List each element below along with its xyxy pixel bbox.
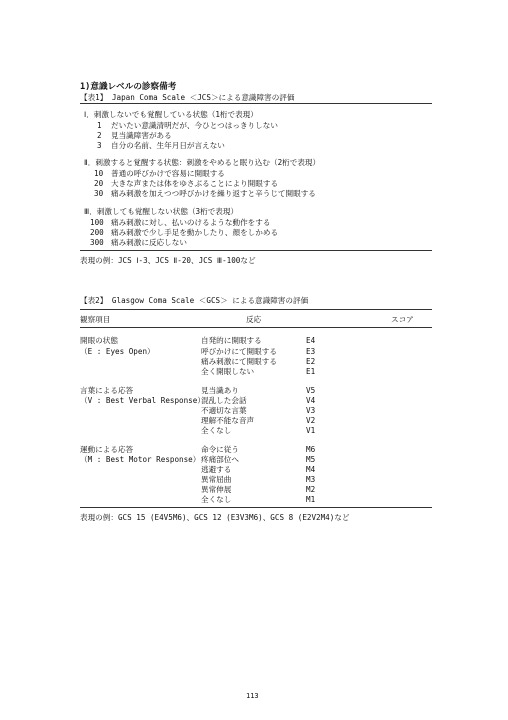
gcs-score: V1 (306, 426, 316, 435)
gcs-response: 全く開眼しない (201, 367, 255, 376)
gcs-category-sub: （V : Best Verbal Response） (80, 396, 205, 405)
jcs-desc: 痛み刺激を加えつつ呼びかけを繰り返すと辛うじて開眼する (111, 189, 316, 198)
gcs-category-sub: （E : Eyes Open） (80, 347, 155, 356)
gcs-response: 不適切な言葉 (201, 406, 247, 415)
gcs-score: E4 (306, 336, 316, 345)
table2-example: 表現の例：GCS 15 (E4V5M6)、GCS 12 (E3V3M6)、GCS 8 (E2V2M4)など (80, 513, 350, 522)
table1-bottom-rule (80, 250, 432, 251)
gcs-score: M4 (306, 465, 316, 474)
jcs-desc: 痛み刺激で少し手足を動かしたり、顔をしかめる (111, 228, 279, 237)
jcs-desc: 痛み刺激に対し、払いのけるような動作をする (111, 218, 271, 227)
jcs-score: 200 (90, 228, 104, 237)
table1-example: 表現の例：JCS Ⅰ-3、JCS Ⅱ-20、JCS Ⅲ-100など (80, 256, 256, 265)
gcs-score: M3 (306, 475, 316, 484)
gcs-score: V2 (306, 416, 316, 425)
header-observation-item: 観察項目 (80, 315, 111, 324)
gcs-response: 異常伸展 (201, 485, 232, 494)
gcs-response: 見当識あり (201, 386, 239, 395)
gcs-response: 異常屈曲 (201, 475, 232, 484)
jcs-score: 100 (90, 218, 104, 227)
gcs-score: M6 (306, 445, 316, 454)
jcs-desc: 大きな声または体をゆさぶることにより開眼する (111, 179, 279, 188)
table2-top-rule (80, 309, 432, 310)
gcs-response: 呼びかけにて開眼する (201, 347, 277, 356)
gcs-category-sub: （M : Best Motor Response） (80, 455, 201, 464)
gcs-response: 逃避する (201, 465, 232, 474)
page-number: 113 (246, 692, 259, 700)
gcs-score: V4 (306, 396, 316, 405)
jcs-score: 1 (97, 121, 102, 130)
jcs-score: 10 (94, 169, 104, 178)
jcs-desc: 自分の名前、生年月日が言えない (111, 141, 225, 150)
gcs-score: M1 (306, 495, 316, 504)
gcs-response: 全くなし (201, 495, 232, 504)
jcs-desc: 痛み刺激に反応しない (111, 238, 187, 247)
gcs-score: V5 (306, 386, 316, 395)
gcs-response: 全くなし (201, 426, 232, 435)
gcs-score: M5 (306, 455, 316, 464)
gcs-category: 運動による応答 (80, 445, 134, 454)
jcs-desc: 普通の呼びかけで容易に開眼する (111, 169, 225, 178)
gcs-response: 自発的に開眼する (201, 336, 262, 345)
table2-caption: 【表2】 Glasgow Coma Scale ＜GCS＞ による意識障害の評価 (80, 296, 309, 305)
jcs-desc: だいたい意識清明だが、今ひとつはっきりしない (111, 121, 278, 130)
table1-top-rule (80, 103, 432, 104)
gcs-score: V3 (306, 406, 316, 415)
jcs-score: 20 (94, 179, 104, 188)
gcs-category: 言葉による応答 (80, 386, 134, 395)
gcs-response: 疼痛部位へ (201, 455, 239, 464)
jcs-score: 3 (97, 141, 102, 150)
header-score: スコア (391, 315, 414, 324)
gcs-score: E3 (306, 347, 316, 356)
jcs-score: 2 (97, 131, 102, 140)
jcs-group-heading: Ⅲ．刺激しても覚醒しない状態（3桁で表現） (84, 207, 239, 216)
table1-caption: 【表1】 Japan Coma Scale ＜JCS＞による意識障害の評価 (80, 93, 295, 102)
gcs-response: 命令に従う (201, 445, 239, 454)
jcs-score: 30 (94, 189, 104, 198)
gcs-score: M2 (306, 485, 316, 494)
section-heading: 1)意識レベルの診察備考 (80, 82, 177, 92)
jcs-group-heading: Ⅰ．刺激しないでも覚醒している状態（1桁で表現） (84, 110, 258, 119)
gcs-response: 混乱した会話 (201, 396, 247, 405)
header-response: 反応 (246, 315, 262, 324)
jcs-score: 300 (90, 238, 104, 247)
gcs-response: 理解不能な音声 (201, 416, 255, 425)
gcs-response: 痛み刺激にて開眼する (201, 357, 277, 366)
jcs-desc: 見当識障害がある (111, 131, 172, 140)
jcs-group-heading: Ⅱ．刺激すると覚醒する状態：刺激をやめると眠り込む（2桁で表現） (84, 158, 321, 167)
gcs-score: E2 (306, 357, 316, 366)
table2-header-rule (80, 327, 432, 328)
gcs-score: E1 (306, 367, 316, 376)
gcs-category: 開眼の状態 (80, 336, 118, 345)
table2-bottom-rule (80, 507, 432, 508)
